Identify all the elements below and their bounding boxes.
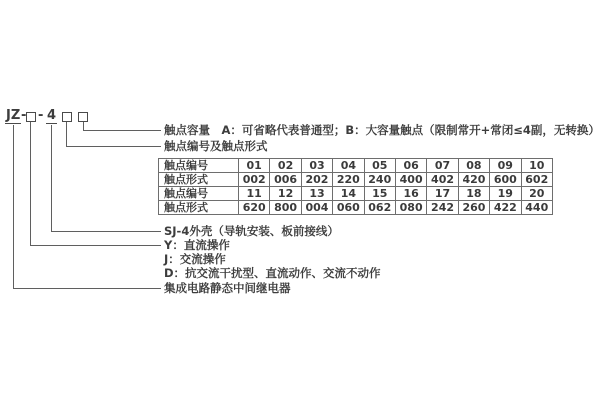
table-cell: 602: [521, 173, 552, 187]
table-cell: 04: [333, 159, 364, 173]
table-cell: 12: [270, 187, 301, 201]
placeholder-box-operation: [26, 112, 36, 122]
table-cell: 080: [395, 201, 426, 215]
table-row: [159, 187, 553, 201]
label-option-anti-interference: D：抗交流干扰型、直流动作、交流不动作: [164, 266, 381, 280]
label-case-type: SJ-4外壳（导轨安装、板前接线）: [164, 224, 339, 238]
table-cell: 260: [458, 201, 489, 215]
table-cell: 19: [490, 187, 521, 201]
table-cell: 620: [239, 201, 270, 215]
table-cell: 06: [395, 159, 426, 173]
table-cell: 002: [239, 173, 270, 187]
label-product-name: 集成电路静态中间继电器: [164, 281, 291, 295]
table-cell: 14: [333, 187, 364, 201]
table-cell: 006: [270, 173, 301, 187]
table-cell: 20: [521, 187, 552, 201]
table-cell: 08: [458, 159, 489, 173]
table-cell: 062: [364, 201, 395, 215]
table-cell: 09: [490, 159, 521, 173]
table-cell: 18: [458, 187, 489, 201]
table-cell: 07: [427, 159, 458, 173]
table-cell: 600: [490, 173, 521, 187]
label-option-dc-operation: Y：直流操作: [164, 238, 230, 252]
table-cell: 420: [458, 173, 489, 187]
table-row-header: 触点形式: [159, 201, 239, 215]
placeholder-box-contact-code: [62, 112, 72, 122]
table-cell: 402: [427, 173, 458, 187]
table-cell: 202: [301, 173, 332, 187]
table-cell: 01: [239, 159, 270, 173]
placeholder-box-capacity-code: [78, 112, 88, 122]
table-cell: 004: [301, 201, 332, 215]
table-row: [159, 159, 553, 173]
contact-code-table: [158, 158, 553, 215]
table-row-header: 触点编号: [159, 159, 239, 173]
table-cell: 10: [521, 159, 552, 173]
table-cell: 800: [270, 201, 301, 215]
table-cell: 11: [239, 187, 270, 201]
table-cell: 17: [427, 187, 458, 201]
table-cell: 060: [333, 201, 364, 215]
model-prefix: JZ: [6, 108, 21, 123]
model-dash-1: -: [21, 108, 27, 123]
table-cell: 240: [364, 173, 395, 187]
table-row-header: 触点形式: [159, 173, 239, 187]
table-row: [159, 173, 553, 187]
label-option-ac-operation: J：交流操作: [164, 252, 226, 266]
table-row-header: 触点编号: [159, 187, 239, 201]
model-case-digit: 4: [47, 108, 57, 123]
model-dash-2: -: [38, 108, 44, 123]
table-cell: 400: [395, 173, 426, 187]
table-cell: 15: [364, 187, 395, 201]
table-cell: 13: [301, 187, 332, 201]
table-cell: 422: [490, 201, 521, 215]
table-cell: 242: [427, 201, 458, 215]
table-cell: 220: [333, 173, 364, 187]
label-contact-capacity: 触点容量 A：可省略代表普通型；B：大容量触点（限制常开+常闭≤4副，无转换）: [164, 123, 600, 137]
connector-product-name: [13, 125, 161, 289]
table-cell: 16: [395, 187, 426, 201]
table-cell: 05: [364, 159, 395, 173]
table-cell: 440: [521, 201, 552, 215]
table-row: [159, 201, 553, 215]
table-cell: 03: [301, 159, 332, 173]
label-contact-number-form: 触点编号及触点形式: [164, 139, 268, 153]
table-cell: 02: [270, 159, 301, 173]
